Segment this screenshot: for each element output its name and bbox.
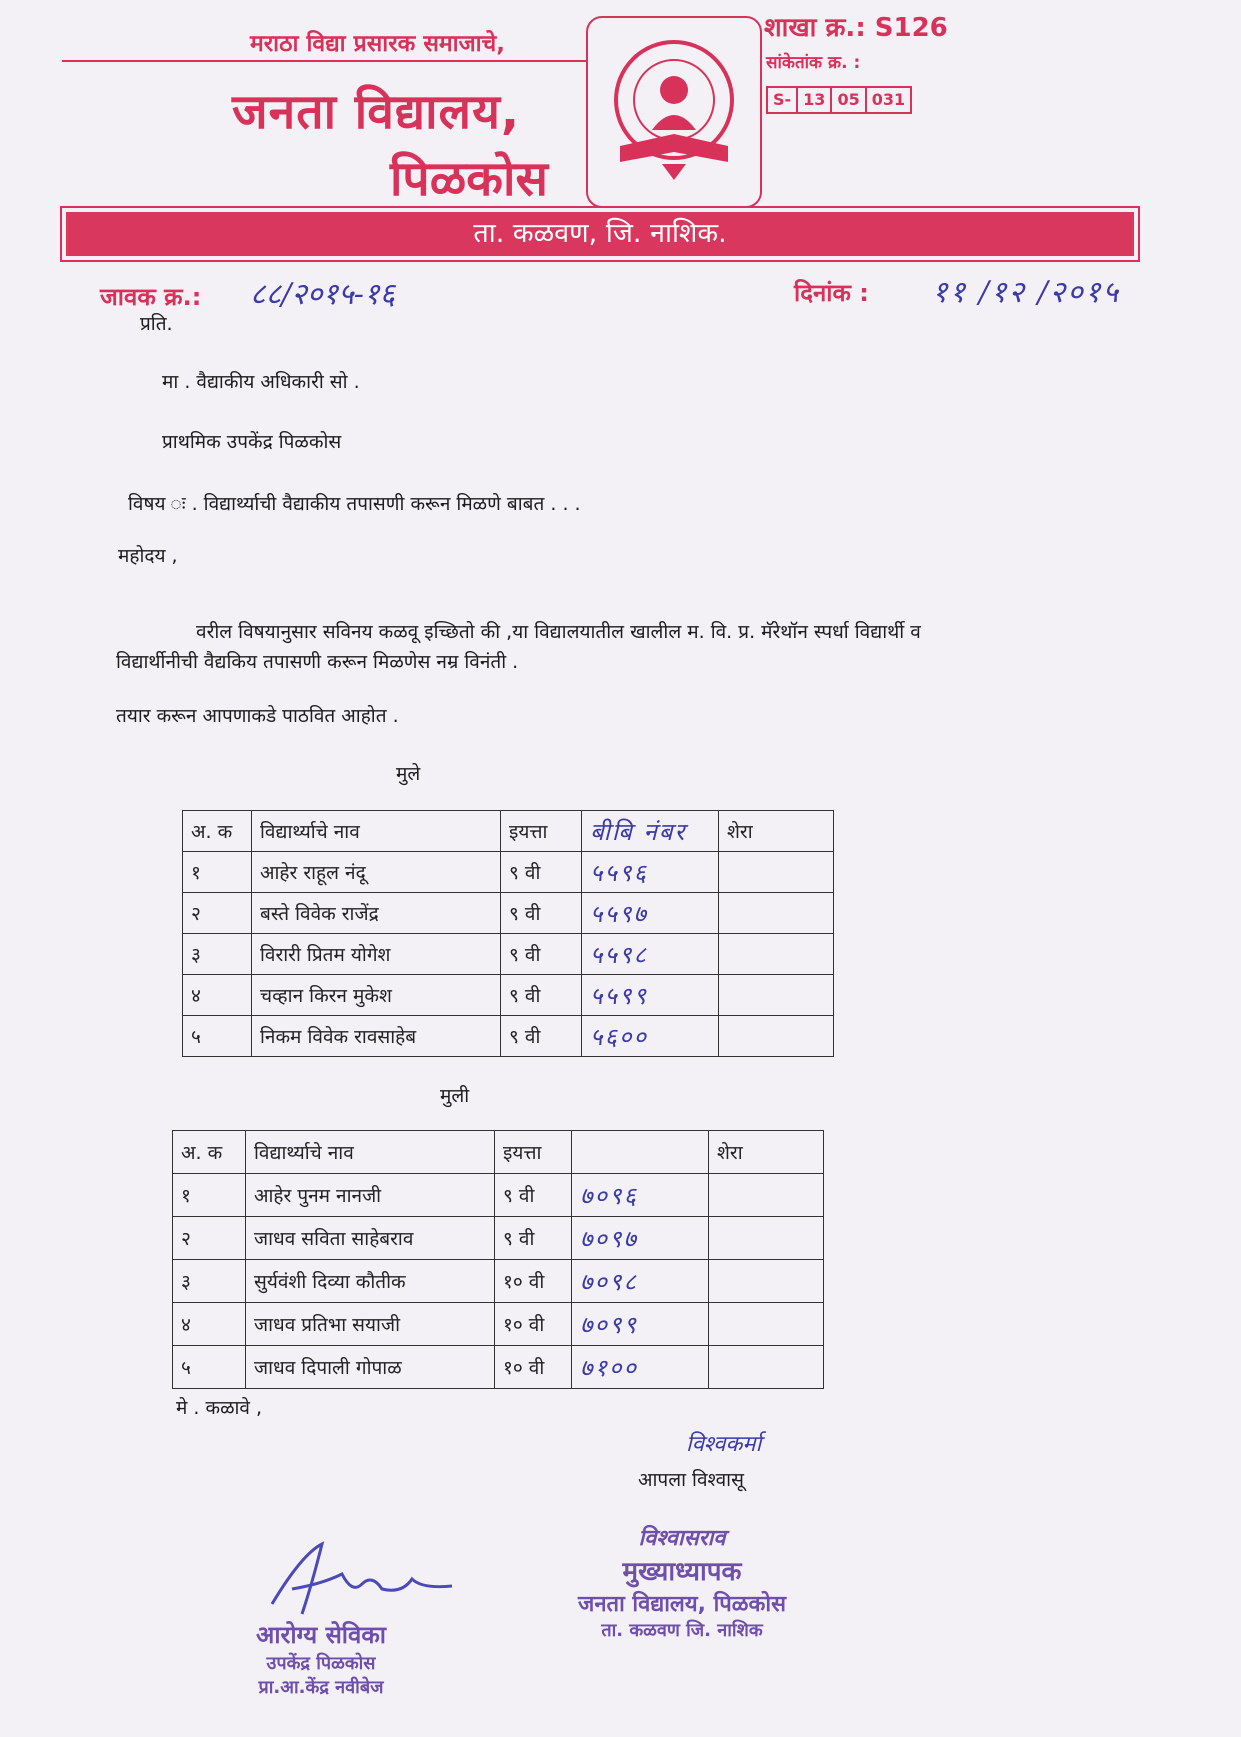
branch-number: शाखा क्र.: S126	[764, 13, 948, 43]
cell: २	[183, 893, 252, 934]
closing-signature: विश्वकर्मा	[686, 1432, 762, 1457]
cell: १	[173, 1174, 246, 1217]
col-header: इयत्ता	[495, 1131, 572, 1174]
col-header: शेरा	[709, 1131, 824, 1174]
table-row	[183, 1016, 834, 1057]
code-part: 031	[871, 90, 906, 109]
body-line-1: वरील विषयानुसार सविनय कळवू इच्छितो की ,या विद्यालयातील खालील म. वि. प्र. मॅरेथॉन स्पर्धा विद्यार्थी व	[196, 621, 921, 643]
cell: ९ वी	[501, 975, 582, 1016]
cell: ५६००	[582, 1016, 719, 1057]
col-header: बीबि नंबर	[582, 811, 719, 852]
school-name: जनता विद्यालय,	[232, 84, 521, 140]
cell: जाधव सविता साहेबराव	[246, 1217, 495, 1260]
table-header-row	[173, 1131, 824, 1174]
stamp-title: आरोग्य सेविका	[255, 1621, 386, 1649]
col-header: अ. क	[183, 811, 252, 852]
header-rule	[62, 60, 586, 62]
cell: २	[173, 1217, 246, 1260]
recipient: मा . वैद्याकीय अधिकारी सो .	[162, 371, 360, 393]
health-worker-stamp	[206, 1618, 436, 1699]
cell	[719, 1016, 834, 1057]
cell: ७०९९	[572, 1303, 709, 1346]
cell: निकम विवेक रावसाहेब	[252, 1016, 501, 1057]
table-row	[183, 934, 834, 975]
code-part: 13	[798, 88, 832, 112]
place-line: मे . कळावे ,	[176, 1397, 263, 1419]
cell: ५५९६	[582, 852, 719, 893]
cell: ४	[173, 1303, 246, 1346]
stamp-line: उपकेंद्र पिळकोस	[266, 1653, 376, 1674]
reference-value: ८८/२०१५-१६	[250, 277, 396, 312]
cell: आहेर राहूल नंदू	[252, 852, 501, 893]
body-line-3: तयार करून आपणाकडे पाठवित आहोत .	[116, 705, 399, 727]
table-row	[183, 852, 834, 893]
recipient-place: प्राथमिक उपकेंद्र पिळकोस	[162, 431, 342, 453]
cell: १० वी	[495, 1346, 572, 1389]
table-row	[183, 975, 834, 1016]
address-band	[60, 206, 1140, 262]
cell: ७०९६	[572, 1174, 709, 1217]
stamp-line: ता. कळवण जि. नाशिक	[601, 1620, 763, 1641]
stamp-title: मुख्याध्यापक	[622, 1557, 742, 1587]
table-row	[173, 1346, 824, 1389]
table-row	[183, 893, 834, 934]
salutation: महोदय ,	[118, 545, 178, 567]
cell: सुर्यवंशी दिव्या कौतीक	[246, 1260, 495, 1303]
cell: जाधव दिपाली गोपाळ	[246, 1346, 495, 1389]
body-line-2: विद्यार्थीनीची वैद्यकिय तपासणी करून मिळणेस नम्र विनंती .	[116, 651, 519, 673]
cell: बस्ते विवेक राजेंद्र	[252, 893, 501, 934]
principal-stamp	[532, 1522, 832, 1642]
cell	[709, 1174, 824, 1217]
col-header: अ. क	[173, 1131, 246, 1174]
subject-line: विषय ः . विद्यार्थ्याची वैद्याकीय तपासणी करून मिळणे बाबत . . .	[128, 493, 581, 515]
cell: ९ वी	[501, 1016, 582, 1057]
col-header: विद्यार्थ्याचे नाव	[246, 1131, 495, 1174]
closing-line: आपला विश्वासू	[638, 1469, 744, 1491]
cell	[719, 852, 834, 893]
cell: आहेर पुनम नानजी	[246, 1174, 495, 1217]
col-header	[572, 1131, 709, 1174]
girls-table	[172, 1130, 824, 1389]
table-row	[173, 1174, 824, 1217]
table-row	[173, 1260, 824, 1303]
cell	[719, 975, 834, 1016]
cell: ५	[173, 1346, 246, 1389]
cell: जाधव प्रतिभा सयाजी	[246, 1303, 495, 1346]
cell	[709, 1303, 824, 1346]
date-label: दिनांक :	[794, 279, 869, 307]
girls-heading: मुली	[440, 1085, 470, 1107]
cell: ७०९७	[572, 1217, 709, 1260]
cell	[719, 893, 834, 934]
col-header: विद्यार्थ्याचे नाव	[252, 811, 501, 852]
cell: ९ वी	[501, 893, 582, 934]
stamp-line: प्रा.आ.केंद्र नवीबेज	[258, 1677, 384, 1698]
school-logo	[586, 16, 762, 208]
school-city: पिळकोस	[390, 151, 548, 207]
cell: विरारी प्रितम योगेश	[252, 934, 501, 975]
cell: ५५९८	[582, 934, 719, 975]
cell: ५५९७	[582, 893, 719, 934]
cell: ९ वी	[495, 1217, 572, 1260]
cell: चव्हान किरन मुकेश	[252, 975, 501, 1016]
boys-table	[182, 810, 834, 1057]
cell: ३	[173, 1260, 246, 1303]
code-label: सांकेतांक क्र. :	[766, 53, 861, 73]
cell: १० वी	[495, 1260, 572, 1303]
cell: ९ वी	[501, 852, 582, 893]
code-part: 05	[832, 88, 866, 112]
cell: ३	[183, 934, 252, 975]
code-box	[766, 86, 912, 114]
emblem-icon	[600, 38, 748, 188]
col-header: शेरा	[719, 811, 834, 852]
health-signature-icon	[262, 1534, 472, 1624]
table-row	[173, 1217, 824, 1260]
boys-heading: मुले	[396, 763, 421, 785]
principal-signature: विश्वासराव	[638, 1525, 726, 1551]
cell	[709, 1217, 824, 1260]
cell: ९ वी	[501, 934, 582, 975]
cell: १	[183, 852, 252, 893]
date-value: ११ /१२ /२०१५	[932, 275, 1121, 310]
cell	[719, 934, 834, 975]
cell: ७१००	[572, 1346, 709, 1389]
cell: १० वी	[495, 1303, 572, 1346]
col-header: इयत्ता	[501, 811, 582, 852]
reference-label: जावक क्र.:	[100, 283, 202, 311]
table-row	[173, 1303, 824, 1346]
stamp-line: जनता विद्यालय, पिळकोस	[578, 1592, 786, 1617]
cell: ५	[183, 1016, 252, 1057]
table-header-row	[183, 811, 834, 852]
cell: ७०९८	[572, 1260, 709, 1303]
cell: ४	[183, 975, 252, 1016]
code-part: S-	[768, 88, 798, 112]
address-text: ता. कळवण, जि. नाशिक.	[66, 212, 1134, 256]
society-name: मराठा विद्या प्रसारक समाजाचे,	[250, 31, 505, 57]
to-line: प्रति.	[140, 313, 173, 335]
cell	[709, 1260, 824, 1303]
cell	[709, 1346, 824, 1389]
cell: ५५९९	[582, 975, 719, 1016]
cell: ९ वी	[495, 1174, 572, 1217]
